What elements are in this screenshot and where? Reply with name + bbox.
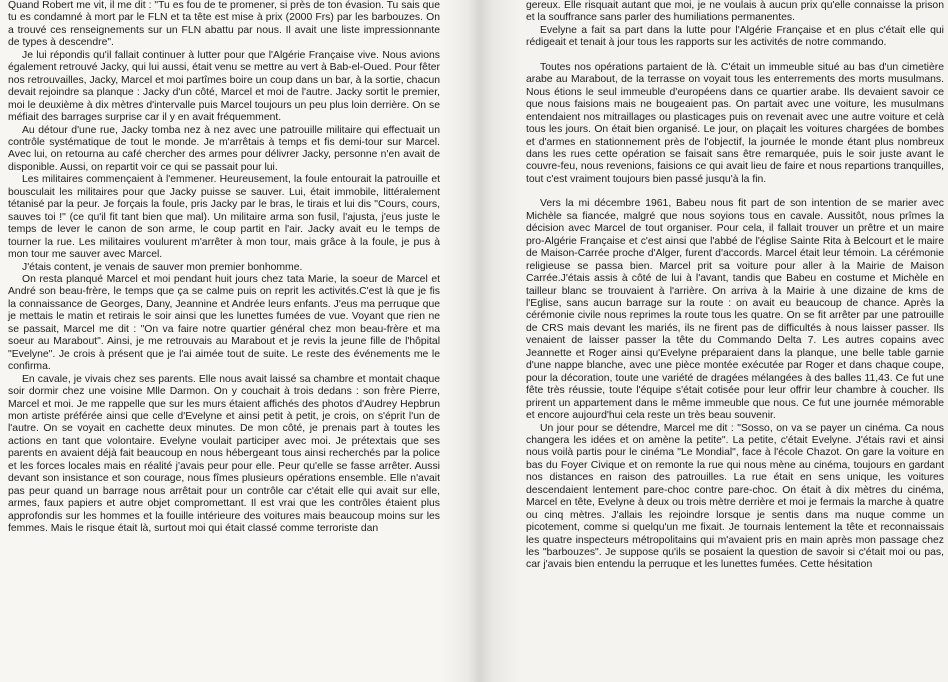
paragraph: gereux. Elle risquait autant que moi, je ne voulais à aucun prix qu'elle connaisse la prison et la souffrance sans parler des humiliations permanentes. <box>526 0 944 24</box>
paragraph-gap <box>526 186 944 198</box>
paragraph: Toutes nos opérations partaient de là. C'était un immeuble situé au bas d'un cimetière arabe au Marabout, de la terrasse on voyait tous les enterrements des morts musulmans. Nous étions le seul immeuble d'européens dans ce quartier arabe. Ils devaient savoir ce que nous faisions mais ne bougeaient pas. On partait avec une voiture, les musulmans entendaient nos mitraillages ou plasticages puis on revenait avec une autre voiture et celà tous les jours. On était bien organisé. Le jour, on plaçait les voitures chargées de bombes et d'armes en stationnement près de l'objectif, la journée le monde étant plus nombreux dans les rues cette opération se faisait sans être remarquée, puis le soir juste avant le couvre-feu, nous revenions, faisions ce qui avait lieu de faire et nous repartions tranquilles, tout c'est vraiment toujours bien passé jusqu'à la fin. <box>526 61 944 185</box>
right-page <box>474 0 948 682</box>
paragraph: J'étais content, je venais de sauver mon premier bonhomme. <box>22 261 303 273</box>
paragraph: Quand Robert me vit, il me dit : "Tu es fou de te promener, si près de ton évasion. Tu sais que tu es condamné à mort par le FLN et ta tête est mise à prix (2000 Frs) par les barbouzes. On a trouvé ces renseignements sur un FLN abattu par nous. Il avait une liste impressionnante de types à descendre". <box>8 0 440 49</box>
paragraph: Vers la mi décembre 1961, Babeu nous fit part de son intention de se marier avec Michèle sa fiancée, malgré que nous soyions tous en cavale. Aussitôt, nous prîmes la décision avec Marcel de tout organiser. Pour cela, il fallait trouver un prêtre et un maire pro-Algérie Française et c'est ainsi que l'abbé de l'église Sainte Rita à Belcourt et le maire de Maison-Carrée proche d'Alger, furent d'accords. Marcel était leur témoin. La cérémonie religieuse se passa bien. Marcel prit sa voiture pour aller à la Mairie de Maison Carrée.J'étais assis à côté de lui à l'avant, tandis que Babeu en costume et Michèle en tailleur blanc se trouvaient à l'arrière. On arriva à la Mairie à une dizaine de kms de l'Eglise, sans aucun barrage sur la route : on avait eu beaucoup de chance. Après la cérémonie civile nous reprimes la route tous les quatre. On se fit arrêter par une patrouille de CRS mais devant les mariés, ils ne firent pas de difficultés à nous laisser passer. Ils venaient de laisser passer la tête du Commando Delta 7. Les autres copains avec Jeannette et Roger ainsi qu'Evelyne préparaient dans la planque, une belle table garnie d'une nappe blanche, avec une pièce montée exécutée par Roger et dans chaque coupe, pour la décoration, toute une variété de dragées mélangées à des balles 11,43. Ce fut une fête très réussie, toute l'équipe s'était cotisée pour leur offrir leur chambre à coucher. Ils prirent un appartement dans le même immeuble que nous. Ce fut une journée mémorable et encore aujourd'hui cela reste un très beau souvenir. <box>526 198 944 422</box>
paragraph: Au détour d'une rue, Jacky tomba nez à nez avec une patrouille militaire qui effectuait un contrôle systématique de tout le monde. Je m'arrêtais à temps et fis demi-tour sur Marcel. Avec lui, on retourna au café chercher des armes pour délivrer Jacky, personne n'en avait de disponible. Aussi, on repartit voir ce qui se passait pour lui. <box>8 124 440 173</box>
paragraph: En cavale, je vivais chez ses parents. Elle nous avait laissé sa chambre et montait chaque soir dormir chez une voisine Mlle Darmon. On y couchait à trois dedans : son frère Pierre, Marcel et moi. Je me rappelle que sur les murs étaient affichés des photos d'Audrey Hepbrun mon artiste préférée ainsi que celle d'Evelyne et ainsi petit à petit, je crois, on s'éprit l'un de l'autre. On se voyait en cachette deux minutes. De mon côté, je prenais part à toutes les actions en tant que volontaire. Evelyne voulait participer avec moi. Je prétextais que ses parents en avaient déjà fait beaucoup en nous hébergeant tous ainsi recherchés par la police et les forces locales mais en réalité j'avais peur pour elle. Peur qu'elle se fasse arrêter. Aussi devant son insistance et son courage, nous fîmes plusieurs opérations ensemble. Elle n'avait pas peur quand un barrage nous arrêtait pour un contrôle car c'était elle qui avait sur elle, armes, faux papiers et autre objet compromettant. Il est vrai que les contrôles étaient plus approfondis sur les hommes et la fouille intérieure des voitures mais beaucoup moins sur les femmes. Mais le risque était là, surtout moi qui était classé comme terroriste dan <box>8 373 440 535</box>
paragraph: Je lui répondis qu'il fallait continuer à lutter pour que l'Algérie Française vive. Nous avions également retrouvé Jacky, qui lui aussi, était venu se mettre au vert à Bab-el-Oued. Pour fêter nos retrouvailles, Jacky, Marcel et moi partîmes boire un coup dans un bar, à la sortie, chacun devait rejoindre sa planque : Jacky d'un côté, Marcel et moi de l'autre. Jacky sortit le premier, moi le deuxième à dix mètres d'intervalle puis Marcel toujours un peu plus loin derrière. On se méfiait des barrages surprise car il y en avait fréquemment. <box>8 49 440 124</box>
right-page-text <box>526 0 944 572</box>
paragraph-gap <box>526 50 944 62</box>
paragraph: On resta planqué Marcel et moi pendant huit jours chez tata Marie, la soeur de Marcel et André son beau-frère, le temps que ça se calme puis on reprit les activités.C'est là que je fis la connaissance de Georges, Dany, Jeannine et Andrée leurs enfants. J'eus ma perruque que je mettais le matin et retirais le soir ainsi que les lunettes fumées de vue. Voyant que rien ne se passait, Marcel me dit : "On va faire notre quartier général chez mon beau-frère et ma soeur au Marabout". Ainsi, je me retrouvais au Marabout et je revis la jeune fille de l'hôpital "Evelyne". Je crois à présent que je l'ai aimée tout de suite. Le reste des événements me le confirma. <box>8 273 440 373</box>
paragraph: Un jour pour se détendre, Marcel me dit : "Sosso, on va se payer un cinéma. Ca nous changera les idées et on amène la petite". La petite, c'était Evelyne. J'étais ravi et ainsi nous voilà partis pour le cinéma "Le Mondial", face à l'école Chazot. On gare la voiture en bas du Foyer Civique et on remonte la rue qui nous mène au cinéma, toujours en gardant nos distances en raison des patrouilles. La rue était en sens unique, les voitures descendaient lentement pare-choc contre pare-choc. On était à dix mètres du cinéma, Marcel en tête, Evelyne à deux ou trois mètre derrière et moi je fermais la marche à quatre ou cinq mètres. J'allais les rejoindre lorsque je sentis dans ma nuque comme un picotement, comme si quelqu'un me fixait. Je tournais lentement la tête et reconnaissais les quatre inspecteurs métropolitains qui m'avaient pris en main après mon passage chez les "barbouzes". Je suppose qu'ils se posaient la question de savoir si c'était moi ou pas, car j'avais bien entendu la perruque et les lunettes fumées. Cette hésitation <box>526 422 944 571</box>
paragraph: Les militaires commençaient à l'emmener. Heureusement, la foule entourait la patrouille et bousculait les militaires pour que Jacky puisse se sauver. Lui, était immobile, littéralement tétanisé par la peur. Je forçais la foule, pris Jacky par le bras, le tirais et lui dis "Cours, cours, sauves toi !" (ce qu'il fit tant bien que mal). Un militaire arma son fusil, l'ajusta, j'eus juste le temps de lever le canon de son arme, le coup partit en l'air. Jacky avait eu le temps de tourner la rue. Les militaires voulurent m'arrêter à mon tour, mais grâce à la foule, je pus à mon tour me sauver avec Marcel. <box>8 174 440 261</box>
left-page-text <box>8 0 440 535</box>
paragraph: Evelyne a fait sa part dans la lutte pour l'Algérie Française et en plus c'était elle qui rédigeait et tenait à jour tous les rapports sur les activités de notre commando. <box>526 24 944 49</box>
